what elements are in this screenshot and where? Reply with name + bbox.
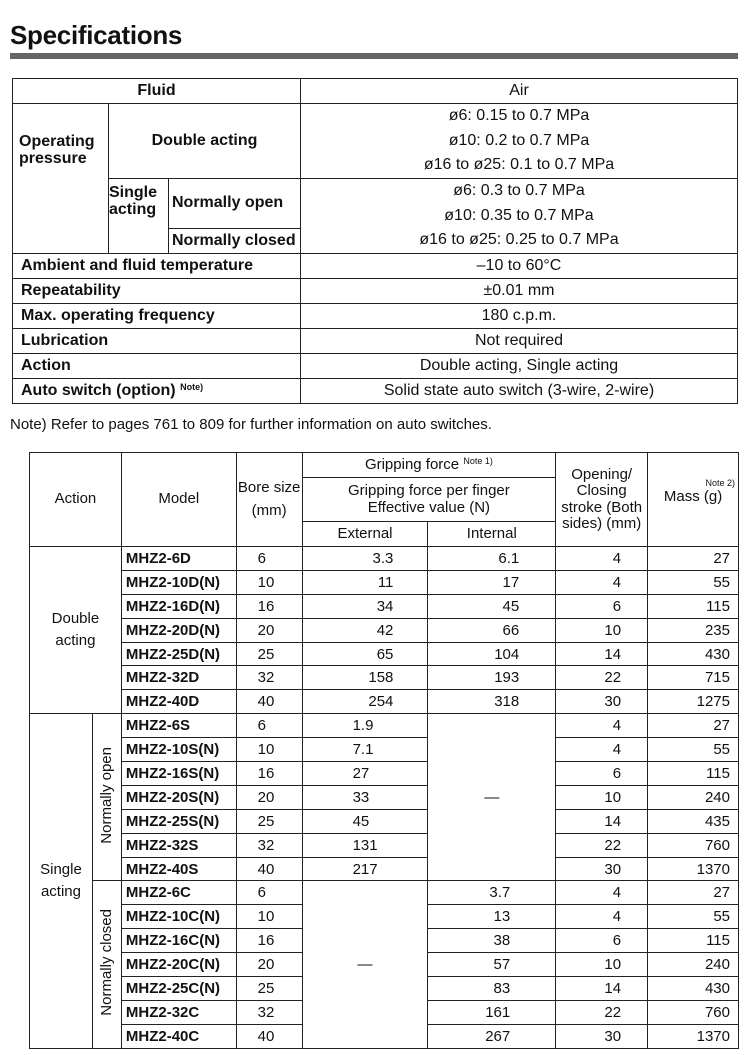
group-normally-open (92, 714, 121, 881)
internal-cell: 57 (428, 953, 556, 977)
mass-cell: 240 (648, 953, 739, 977)
double-acting-value: ø16 to ø25: 0.1 to 0.7 MPa (301, 154, 738, 179)
mass-cell: 235 (648, 618, 739, 642)
table-row (30, 809, 739, 833)
internal-cell: 161 (428, 1000, 556, 1024)
col-header-per-finger: Gripping force per finger Effective value (N) (302, 478, 556, 522)
external-cell: 65 (302, 642, 428, 666)
spec-row-value: –10 to 60°C (301, 254, 738, 279)
group-normally-closed (92, 881, 121, 1048)
footnote: Note) Refer to pages 761 to 809 for further information on auto switches. (10, 416, 492, 433)
internal-cell: 193 (428, 666, 556, 690)
stroke-cell: 22 (556, 833, 648, 857)
mass-cell: 435 (648, 809, 739, 833)
normally-closed-vertical-label: Normally closed (98, 909, 116, 1016)
fluid-value: Air (301, 79, 738, 104)
bore-cell: 40 (236, 857, 302, 881)
single-acting-label: Single acting (109, 179, 169, 254)
models-table (29, 452, 739, 1049)
bore-cell: 20 (236, 953, 302, 977)
mass-cell: 430 (648, 977, 739, 1001)
stroke-cell: 22 (556, 666, 648, 690)
gripping-force-text: Gripping force (364, 455, 460, 473)
mass-cell: 715 (648, 666, 739, 690)
normally-closed-label: Normally closed (169, 229, 301, 254)
bore-cell: 16 (236, 929, 302, 953)
spec-row-label: Action (13, 354, 301, 379)
table-row (30, 833, 739, 857)
stroke-cell: 4 (556, 547, 648, 571)
double-acting-value: ø6: 0.15 to 0.7 MPa (301, 104, 738, 129)
col-header-internal: Internal (428, 522, 556, 547)
bore-cell: 20 (236, 785, 302, 809)
stroke-cell: 6 (556, 762, 648, 786)
stroke-cell: 4 (556, 881, 648, 905)
external-cell: 158 (302, 666, 428, 690)
stroke-cell: 22 (556, 1000, 648, 1024)
internal-cell: 45 (428, 594, 556, 618)
model-cell: MHZ2-25S(N) (121, 809, 236, 833)
group-single-acting: Single acting (30, 714, 93, 1048)
single-acting-value: ø16 to ø25: 0.25 to 0.7 MPa (301, 229, 738, 254)
model-cell: MHZ2-10D(N) (121, 570, 236, 594)
mass-cell: 27 (648, 714, 739, 738)
external-cell: 27 (302, 762, 428, 786)
external-cell: 254 (302, 690, 428, 714)
col-header-model: Model (121, 453, 236, 547)
single-acting-value: ø10: 0.35 to 0.7 MPa (301, 204, 738, 229)
stroke-cell: 14 (556, 642, 648, 666)
auto-switch-label-text: Auto switch (option) (21, 381, 176, 399)
mass-cell: 27 (648, 881, 739, 905)
bore-cell: 10 (236, 738, 302, 762)
model-cell: MHZ2-25C(N) (121, 977, 236, 1001)
col-header-stroke: Opening/ Closing stroke (Both sides) (mm) (556, 453, 648, 547)
title-divider (10, 53, 738, 59)
normally-open-vertical-label: Normally open (98, 746, 116, 844)
bore-cell: 6 (236, 881, 302, 905)
auto-switch-note-ref: Note) (180, 381, 204, 392)
external-cell: 1.9 (302, 714, 428, 738)
internal-cell: 13 (428, 905, 556, 929)
bore-cell: 10 (236, 905, 302, 929)
internal-cell: 3.7 (428, 881, 556, 905)
model-cell: MHZ2-6C (121, 881, 236, 905)
stroke-cell: 4 (556, 738, 648, 762)
col-header-bore: Bore size (mm) (236, 453, 302, 547)
table-row (30, 547, 739, 571)
stroke-cell: 10 (556, 785, 648, 809)
mass-cell: 1370 (648, 857, 739, 881)
model-cell: MHZ2-10C(N) (121, 905, 236, 929)
table-row (30, 594, 739, 618)
mass-note: Note 2) (705, 478, 735, 489)
mass-cell: 55 (648, 738, 739, 762)
external-cell: 7.1 (302, 738, 428, 762)
table-row (30, 881, 739, 905)
table-row (30, 666, 739, 690)
external-cell: 131 (302, 833, 428, 857)
external-na-cell: — (302, 881, 428, 1048)
bore-cell: 6 (236, 547, 302, 571)
model-cell: MHZ2-25D(N) (121, 642, 236, 666)
model-cell: MHZ2-40D (121, 690, 236, 714)
model-cell: MHZ2-20D(N) (121, 618, 236, 642)
col-header-external: External (302, 522, 428, 547)
external-cell: 3.3 (302, 547, 428, 571)
external-cell: 42 (302, 618, 428, 642)
table-row (30, 714, 739, 738)
mass-cell: 115 (648, 594, 739, 618)
spec-row-label: Ambient and fluid temperature (13, 254, 301, 279)
bore-cell: 16 (236, 762, 302, 786)
external-cell: 217 (302, 857, 428, 881)
model-cell: MHZ2-10S(N) (121, 738, 236, 762)
table-row (30, 762, 739, 786)
table-row (30, 785, 739, 809)
bore-cell: 10 (236, 570, 302, 594)
table-row (30, 570, 739, 594)
table-row (30, 857, 739, 881)
bore-cell: 32 (236, 666, 302, 690)
model-cell: MHZ2-32C (121, 1000, 236, 1024)
model-cell: MHZ2-16S(N) (121, 762, 236, 786)
model-cell: MHZ2-16D(N) (121, 594, 236, 618)
stroke-cell: 14 (556, 809, 648, 833)
col-header-action: Action (30, 453, 122, 547)
bore-cell: 25 (236, 642, 302, 666)
table-row (30, 690, 739, 714)
page-title: Specifications (10, 20, 183, 50)
bore-cell: 6 (236, 714, 302, 738)
stroke-cell: 6 (556, 929, 648, 953)
internal-cell: 17 (428, 570, 556, 594)
internal-cell: 104 (428, 642, 556, 666)
bore-cell: 20 (236, 618, 302, 642)
model-cell: MHZ2-6D (121, 547, 236, 571)
stroke-cell: 14 (556, 977, 648, 1001)
spec-row-value: ±0.01 mm (301, 279, 738, 304)
stroke-cell: 4 (556, 905, 648, 929)
internal-cell: 318 (428, 690, 556, 714)
model-cell: MHZ2-20S(N) (121, 785, 236, 809)
mass-text: Mass (g) (663, 488, 723, 506)
table-row (30, 642, 739, 666)
normally-open-label: Normally open (169, 179, 301, 229)
spec-row-label: Lubrication (13, 329, 301, 354)
operating-pressure-label: Operating pressure (13, 104, 109, 254)
spec-row-label: Max. operating frequency (13, 304, 301, 329)
bore-cell: 40 (236, 1024, 302, 1048)
mass-cell: 27 (648, 547, 739, 571)
double-acting-value: ø10: 0.2 to 0.7 MPa (301, 129, 738, 154)
stroke-cell: 6 (556, 594, 648, 618)
mass-cell: 240 (648, 785, 739, 809)
table-row (30, 738, 739, 762)
group-double-acting: Double acting (30, 547, 122, 714)
col-header-mass (648, 453, 739, 547)
mass-cell: 760 (648, 1000, 739, 1024)
mass-cell: 430 (648, 642, 739, 666)
bore-cell: 40 (236, 690, 302, 714)
mass-cell: 1370 (648, 1024, 739, 1048)
mass-cell: 55 (648, 570, 739, 594)
spec-row-label: Repeatability (13, 279, 301, 304)
internal-na-cell: — (428, 714, 556, 881)
mass-cell: 55 (648, 905, 739, 929)
mass-cell: 115 (648, 762, 739, 786)
mass-cell: 1275 (648, 690, 739, 714)
spec-row-value: Not required (301, 329, 738, 354)
model-cell: MHZ2-40C (121, 1024, 236, 1048)
stroke-cell: 4 (556, 570, 648, 594)
internal-cell: 267 (428, 1024, 556, 1048)
model-cell: MHZ2-32D (121, 666, 236, 690)
bore-cell: 16 (236, 594, 302, 618)
auto-switch-label (13, 379, 301, 404)
bore-cell: 25 (236, 977, 302, 1001)
bore-cell: 32 (236, 833, 302, 857)
model-cell: MHZ2-32S (121, 833, 236, 857)
bore-cell: 32 (236, 1000, 302, 1024)
spec-row-value: 180 c.p.m. (301, 304, 738, 329)
model-cell: MHZ2-20C(N) (121, 953, 236, 977)
gripping-force-note: Note 1) (463, 455, 493, 466)
stroke-cell: 30 (556, 690, 648, 714)
external-cell: 45 (302, 809, 428, 833)
double-acting-label: Double acting (109, 104, 301, 179)
stroke-cell: 30 (556, 1024, 648, 1048)
specifications-table (12, 78, 738, 404)
auto-switch-value: Solid state auto switch (3-wire, 2-wire) (301, 379, 738, 404)
stroke-cell: 4 (556, 714, 648, 738)
external-cell: 33 (302, 785, 428, 809)
table-row (30, 618, 739, 642)
single-acting-value: ø6: 0.3 to 0.7 MPa (301, 179, 738, 204)
bore-cell: 25 (236, 809, 302, 833)
mass-cell: 760 (648, 833, 739, 857)
internal-cell: 6.1 (428, 547, 556, 571)
internal-cell: 66 (428, 618, 556, 642)
model-cell: MHZ2-40S (121, 857, 236, 881)
stroke-cell: 10 (556, 618, 648, 642)
external-cell: 34 (302, 594, 428, 618)
mass-cell: 115 (648, 929, 739, 953)
spec-row-value: Double acting, Single acting (301, 354, 738, 379)
stroke-cell: 10 (556, 953, 648, 977)
model-cell: MHZ2-6S (121, 714, 236, 738)
fluid-label: Fluid (13, 79, 301, 104)
stroke-cell: 30 (556, 857, 648, 881)
internal-cell: 83 (428, 977, 556, 1001)
col-header-gripping-force (302, 453, 556, 478)
internal-cell: 38 (428, 929, 556, 953)
model-cell: MHZ2-16C(N) (121, 929, 236, 953)
external-cell: 11 (302, 570, 428, 594)
models-table-body (30, 547, 739, 1049)
